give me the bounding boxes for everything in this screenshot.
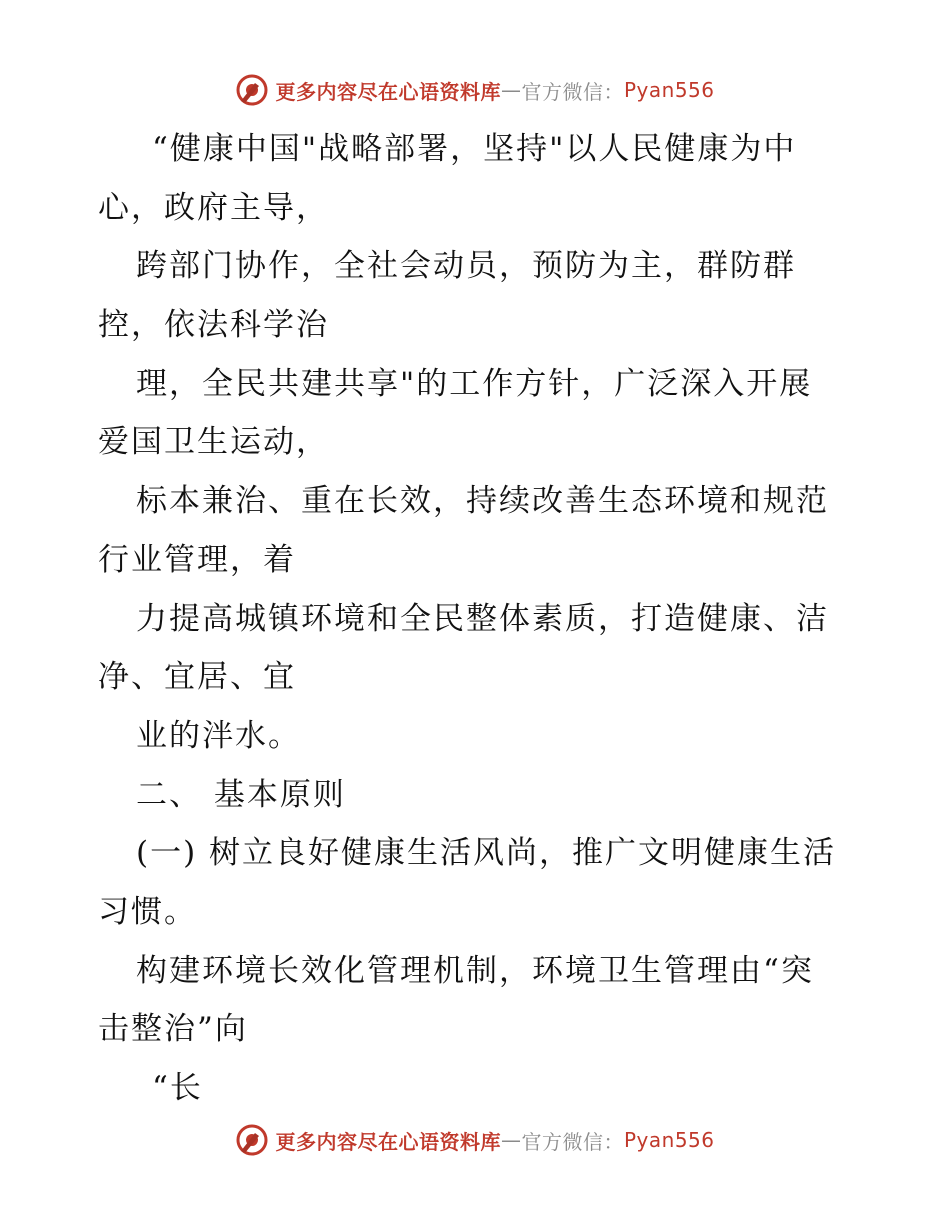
- banner-main-text: 更多内容尽在心语资料库: [275, 79, 501, 104]
- text-line: 标本兼治、重在长效，持续改善生态环境和规范: [136, 483, 829, 520]
- text-line: “长: [152, 1070, 203, 1106]
- text-line: 力提高城镇环境和全民整体素质，打造健康、洁: [136, 600, 829, 637]
- text-line: 爱国卫生运动，: [98, 424, 329, 461]
- text-line: 理，全民共建共享"的工作方针，广泛深入开展: [136, 365, 813, 402]
- text-line: “健康中国"战略部署，坚持"以人民健康为中: [152, 131, 797, 167]
- text-line: 心，政府主导，: [98, 189, 329, 226]
- banner-account: Pyan556: [623, 1128, 715, 1152]
- pen-logo-icon: [235, 1123, 269, 1157]
- banner-dash: —: [500, 78, 522, 102]
- pen-logo-icon: [235, 73, 269, 107]
- text-line: 控，依法科学治: [98, 307, 329, 344]
- header-watermark: [0, 70, 950, 110]
- text-line: 习惯。: [98, 893, 197, 930]
- text-line: 跨部门协作，全社会动员，预防为主，群防群: [136, 248, 796, 285]
- text-line: 构建环境长效化管理机制，环境卫生管理由“突: [136, 952, 814, 989]
- text-line: 业的泮水。: [136, 717, 301, 754]
- text-line: 净、宜居、宜: [98, 659, 296, 696]
- banner-dash: —: [500, 1128, 522, 1152]
- banner-label: 官方微信：: [521, 1129, 624, 1154]
- text-line: (一) 树立良好健康生活风尚，推广文明健康生活: [136, 835, 837, 872]
- text-line: 击整治”向: [98, 1011, 248, 1048]
- text-line: 行业管理，着: [98, 541, 296, 578]
- banner-label: 官方微信：: [521, 79, 624, 104]
- banner-main-text: 更多内容尽在心语资料库: [275, 1129, 501, 1154]
- section-heading: 二、 基本原则: [136, 776, 346, 813]
- banner-account: Pyan556: [623, 78, 715, 102]
- footer-watermark: [0, 1120, 950, 1160]
- document-body: [98, 120, 858, 1118]
